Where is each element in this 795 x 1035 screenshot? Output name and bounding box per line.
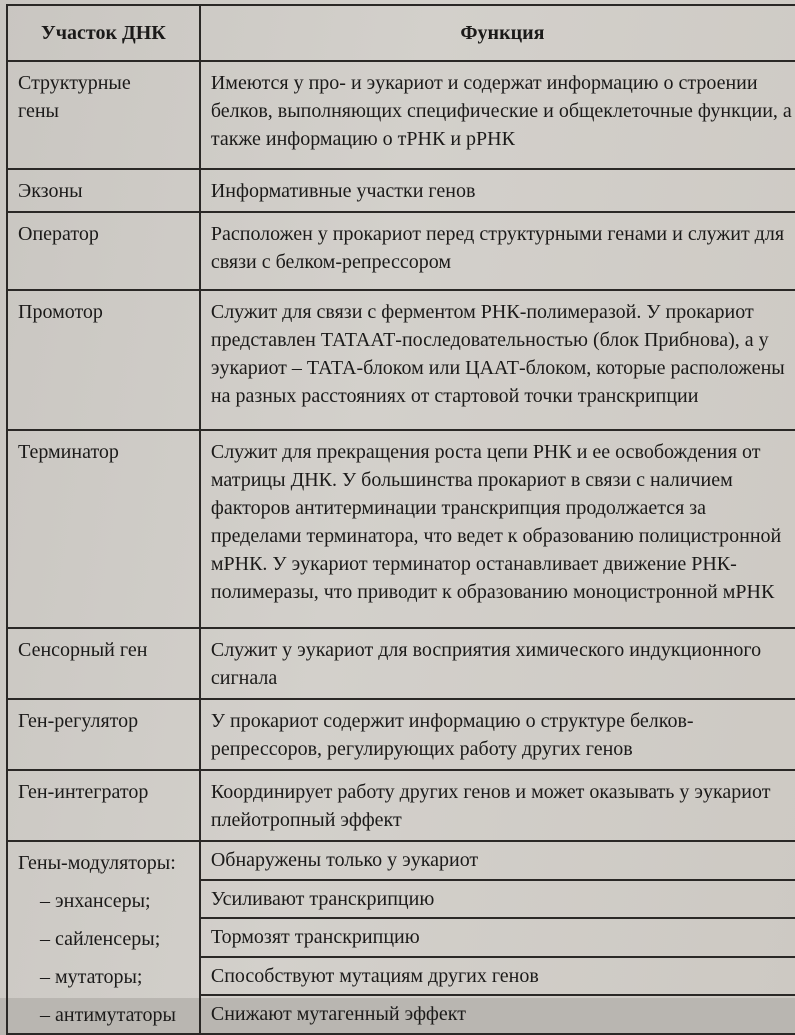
row-terminator-name: Терминатор <box>7 430 200 628</box>
modulators-function-3: Способствуют мутациям других генов <box>200 957 795 996</box>
table-row <box>7 212 795 290</box>
row-regulator-gene-function: У прокариот содержит информацию о структуре белков-репрессоров, регулирующих работу других генов <box>200 699 795 770</box>
row-promoter-function: Служит для связи с ферментом РНК-полимеразой. У прокариот представлен ТАТААТ-последовательностью (блок Прибнова), а у эукариот – ТАТА-блоком или ЦААТ-блоком, которые расположены на разных расстояниях от стартовой точки транскрипции <box>200 290 795 430</box>
row-structural-genes-function: Имеются у про- и эукариот и содержат информацию о строении белков, выполняющих специфические и общеклеточные функции, а также информацию о тРНК и рРНК <box>200 61 795 169</box>
modulator-silencers: – сайленсеры; <box>40 928 161 950</box>
header-dna-region: Участок ДНК <box>7 5 200 61</box>
table-header-row <box>7 5 795 61</box>
cell-line: гены <box>18 100 59 122</box>
header-function: Функция <box>200 5 795 61</box>
row-sensor-gene-name: Сенсорный ген <box>7 628 200 699</box>
row-operator-function: Расположен у прокариот перед структурными генами и служит для связи с белком-репрессором <box>200 212 795 290</box>
modulator-mutators: – мутаторы; <box>40 966 143 988</box>
modulators-function-0: Обнаружены только у эукариот <box>200 841 795 880</box>
modulators-function-1: Усиливают транскрипцию <box>200 880 795 919</box>
modulators-function-4: Снижают мутагенный эффект <box>200 995 795 1034</box>
dna-regions-table <box>6 4 795 1035</box>
table-row <box>7 628 795 699</box>
row-structural-genes-name <box>7 61 200 169</box>
modulators-function-2: Тормозят транскрипцию <box>200 918 795 957</box>
row-integrator-gene-function: Координирует работу других генов и может оказывать у эукариот плейотропный эффект <box>200 770 795 841</box>
row-exons-function: Информативные участки генов <box>200 169 795 212</box>
table-row <box>7 699 795 770</box>
table-row <box>7 61 795 169</box>
row-operator-name: Оператор <box>7 212 200 290</box>
row-sensor-gene-function: Служит у эукариот для восприятия химического индукционного сигнала <box>200 628 795 699</box>
table-row <box>7 841 795 880</box>
modulator-antimutators: – антимутаторы <box>40 1004 176 1026</box>
row-modulators-name <box>7 841 200 1034</box>
row-regulator-gene-name: Ген-регулятор <box>7 699 200 770</box>
row-exons-name: Экзоны <box>7 169 200 212</box>
modulators-label: Гены-модуляторы: <box>18 852 176 874</box>
table-row <box>7 290 795 430</box>
table-row <box>7 430 795 628</box>
table-row <box>7 770 795 841</box>
table-row <box>7 169 795 212</box>
row-integrator-gene-name: Ген-интегратор <box>7 770 200 841</box>
modulator-enhancers: – энхансеры; <box>40 890 151 912</box>
row-terminator-function: Служит для прекращения роста цепи РНК и ее освобождения от матрицы ДНК. У большинства прокариот в связи с наличием факторов антитерминации транскрипция продолжается за пределами терминатора, что ведет к образованию полицистронной мРНК. У эукариот терминатор останавливает движение РНК-полимеразы, что приводит к образованию моноцистронной мРНК <box>200 430 795 628</box>
row-promoter-name: Промотор <box>7 290 200 430</box>
cell-line: Структурные <box>18 72 131 94</box>
